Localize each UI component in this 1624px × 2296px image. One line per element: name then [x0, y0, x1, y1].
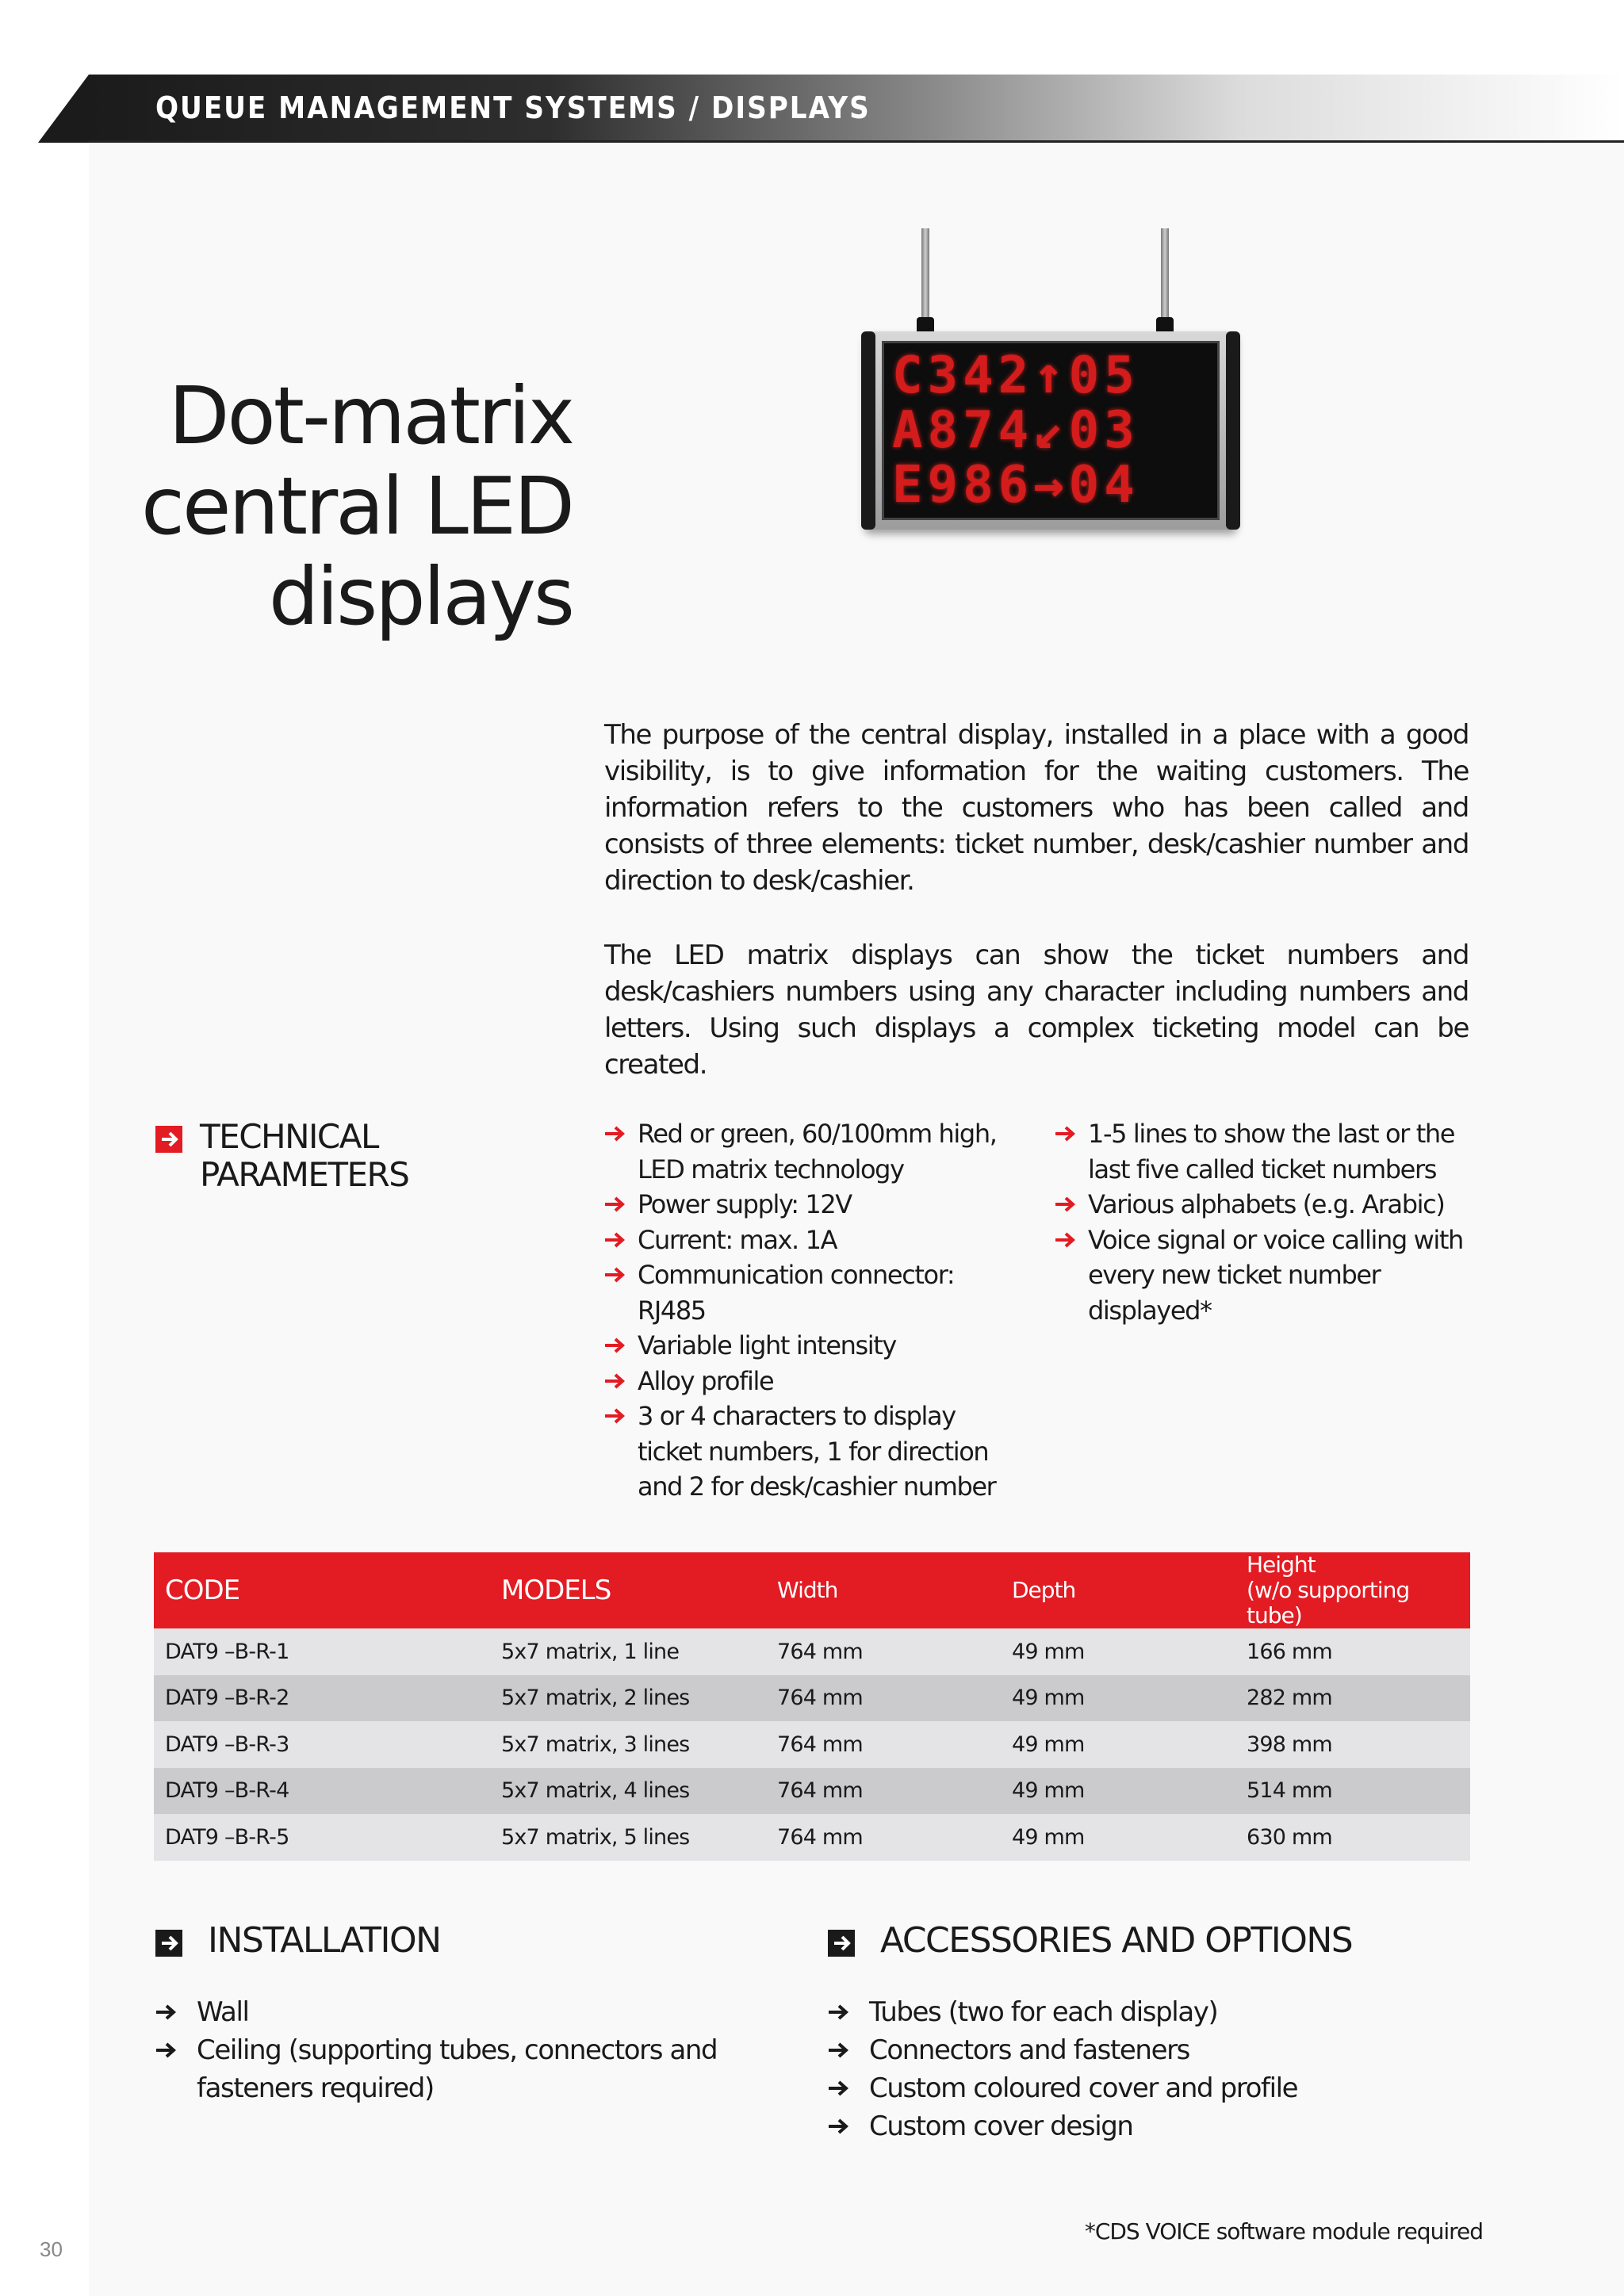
list-item: [155, 1993, 758, 2031]
arrow-right-icon: [828, 2004, 850, 2020]
table-cell: 5x7 matrix, 3 lines: [490, 1721, 766, 1768]
supporting-tube: [921, 228, 929, 323]
table-cell: 49 mm: [1001, 1628, 1235, 1675]
list-item: [604, 1364, 1017, 1399]
table-cell: 5x7 matrix, 4 lines: [490, 1768, 766, 1815]
page-title-line: central LED: [141, 460, 573, 553]
table-cell: 5x7 matrix, 5 lines: [490, 1814, 766, 1861]
table-cell: 49 mm: [1001, 1768, 1235, 1815]
list-item-text: Tubes (two for each display): [869, 1996, 1218, 2028]
table-cell: 764 mm: [766, 1768, 1001, 1815]
list-item-text: 1-5 lines to show the last or the last five called ticket numbers: [1088, 1119, 1455, 1184]
list-item-text: Custom cover design: [869, 2110, 1133, 2142]
table-cell: DAT9 –B-R-2: [154, 1675, 490, 1722]
arrow-box-icon: [155, 1126, 182, 1153]
arrow-right-icon: [828, 2080, 850, 2096]
table-cell: DAT9 –B-R-5: [154, 1814, 490, 1861]
technical-list-left: [604, 1116, 1017, 1505]
list-item-text: Ceiling (supporting tubes, connectors and fasteners required): [197, 2034, 718, 2104]
column-header-line: Height: [1247, 1552, 1316, 1578]
table-cell: 5x7 matrix, 1 line: [490, 1628, 766, 1675]
accessories-list: [828, 1993, 1431, 2145]
list-item-text: Alloy profile: [638, 1365, 774, 1396]
led-screen: [882, 341, 1220, 520]
table-cell: 764 mm: [766, 1675, 1001, 1722]
list-item-text: Power supply: 12V: [638, 1189, 852, 1219]
list-item: [1055, 1187, 1483, 1223]
table-row: [154, 1675, 1470, 1722]
table-cell: DAT9 –B-R-4: [154, 1768, 490, 1815]
arrow-right-icon: [604, 1196, 626, 1212]
page-number: 30: [40, 2237, 63, 2261]
arrow-right-icon: [604, 1337, 626, 1353]
arrow-box-icon: [828, 1930, 855, 1957]
frame-end-cap: [861, 331, 875, 530]
installation-list: [155, 1993, 758, 2107]
table-cell: 49 mm: [1001, 1721, 1235, 1768]
heading-line: TECHNICAL: [200, 1117, 378, 1156]
led-line: C342↑05: [892, 350, 1209, 401]
list-item-text: Connectors and fasteners: [869, 2034, 1189, 2066]
list-item: [604, 1223, 1017, 1258]
table-header-row: [154, 1552, 1470, 1628]
arrow-right-icon: [828, 2118, 850, 2134]
column-header: CODE: [154, 1552, 490, 1628]
installation-heading: INSTALLATION: [208, 1920, 441, 1961]
intro-paragraph: The LED matrix displays can show the ticket numbers and desk/cashiers numbers using any character including numbers and letters. Using such displays a complex ticketing model can be created.: [604, 939, 1469, 1081]
page-title-line: displays: [268, 550, 573, 643]
list-item: [1055, 1223, 1483, 1329]
column-header: [1235, 1552, 1470, 1628]
list-item-text: Communication connector: RJ485: [638, 1260, 955, 1326]
list-item: [828, 2107, 1431, 2145]
arrow-box-icon: [155, 1930, 182, 1957]
arrow-right-icon: [604, 1267, 626, 1283]
list-item: [604, 1187, 1017, 1223]
footnote: *CDS VOICE software module required: [1084, 2218, 1483, 2244]
table-cell: DAT9 –B-R-1: [154, 1628, 490, 1675]
led-line: E986→04: [892, 460, 1209, 511]
led-display-image: [864, 228, 1237, 545]
list-item-text: Red or green, 60/100mm high, LED matrix technology: [638, 1119, 997, 1184]
column-header: Depth: [1001, 1552, 1235, 1628]
arrow-right-icon: [155, 2004, 178, 2020]
list-item-text: Various alphabets (e.g. Arabic): [1088, 1189, 1445, 1219]
list-item-text: Wall: [197, 1996, 249, 2028]
table-row: [154, 1814, 1470, 1861]
arrow-right-icon: [604, 1373, 626, 1389]
list-item: [828, 2069, 1431, 2107]
table-cell: 764 mm: [766, 1628, 1001, 1675]
table-row: [154, 1768, 1470, 1815]
page-title-line: Dot-matrix: [168, 369, 573, 462]
list-item: [828, 2031, 1431, 2069]
list-item-text: Variable light intensity: [638, 1330, 896, 1360]
list-item: [604, 1116, 1017, 1187]
column-header: MODELS: [490, 1552, 766, 1628]
table-cell: 514 mm: [1235, 1768, 1470, 1815]
intro-text: [604, 717, 1469, 1121]
page-title: [17, 371, 573, 642]
list-item: [828, 1993, 1431, 2031]
header-title: QUEUE MANAGEMENT SYSTEMS / DISPLAYS: [155, 90, 871, 125]
arrow-right-icon: [155, 2042, 178, 2058]
list-item: [155, 2031, 758, 2107]
table-cell: 764 mm: [766, 1721, 1001, 1768]
list-item: [604, 1399, 1017, 1505]
arrow-right-icon: [828, 2042, 850, 2058]
table-cell: DAT9 –B-R-3: [154, 1721, 490, 1768]
column-header-line: (w/o supporting tube): [1247, 1577, 1410, 1628]
column-header: Width: [766, 1552, 1001, 1628]
list-item-text: Voice signal or voice calling with every new ticket number displayed*: [1088, 1224, 1463, 1326]
header-slant-decoration: [38, 75, 89, 143]
arrow-right-icon: [604, 1126, 626, 1142]
table-cell: 166 mm: [1235, 1628, 1470, 1675]
table-cell: 282 mm: [1235, 1675, 1470, 1722]
led-line: A874↙03: [892, 405, 1209, 456]
technical-parameters-heading: [200, 1118, 517, 1194]
heading-line: PARAMETERS: [200, 1155, 409, 1194]
table-row: [154, 1628, 1470, 1675]
arrow-right-icon: [1055, 1196, 1077, 1212]
specifications-table: [154, 1552, 1470, 1861]
list-item-text: Custom coloured cover and profile: [869, 2072, 1298, 2104]
table-cell: 630 mm: [1235, 1814, 1470, 1861]
table-cell: 49 mm: [1001, 1675, 1235, 1722]
arrow-right-icon: [1055, 1126, 1077, 1142]
accessories-heading: ACCESSORIES AND OPTIONS: [880, 1920, 1353, 1961]
list-item-text: Current: max. 1A: [638, 1224, 837, 1255]
supporting-tube: [1161, 228, 1169, 323]
arrow-right-icon: [604, 1408, 626, 1424]
list-item: [1055, 1116, 1483, 1187]
table-cell: 5x7 matrix, 2 lines: [490, 1675, 766, 1722]
table-cell: 764 mm: [766, 1814, 1001, 1861]
list-item: [604, 1328, 1017, 1364]
list-item: [604, 1257, 1017, 1328]
table-cell: 49 mm: [1001, 1814, 1235, 1861]
table-row: [154, 1721, 1470, 1768]
intro-paragraph: The purpose of the central display, installed in a place with a good visibility, is to give information for the waiting customers. The information refers to the customers who has been called and consists of three elements: ticket number, desk/cashier number and direction to desk/cashier.: [604, 719, 1469, 897]
list-item-text: 3 or 4 characters to display ticket numbers, 1 for direction and 2 for desk/cashier number: [638, 1401, 996, 1502]
table-cell: 398 mm: [1235, 1721, 1470, 1768]
technical-list-right: [1055, 1116, 1483, 1328]
arrow-right-icon: [604, 1232, 626, 1248]
frame-end-cap: [1226, 331, 1240, 530]
arrow-right-icon: [1055, 1232, 1077, 1248]
